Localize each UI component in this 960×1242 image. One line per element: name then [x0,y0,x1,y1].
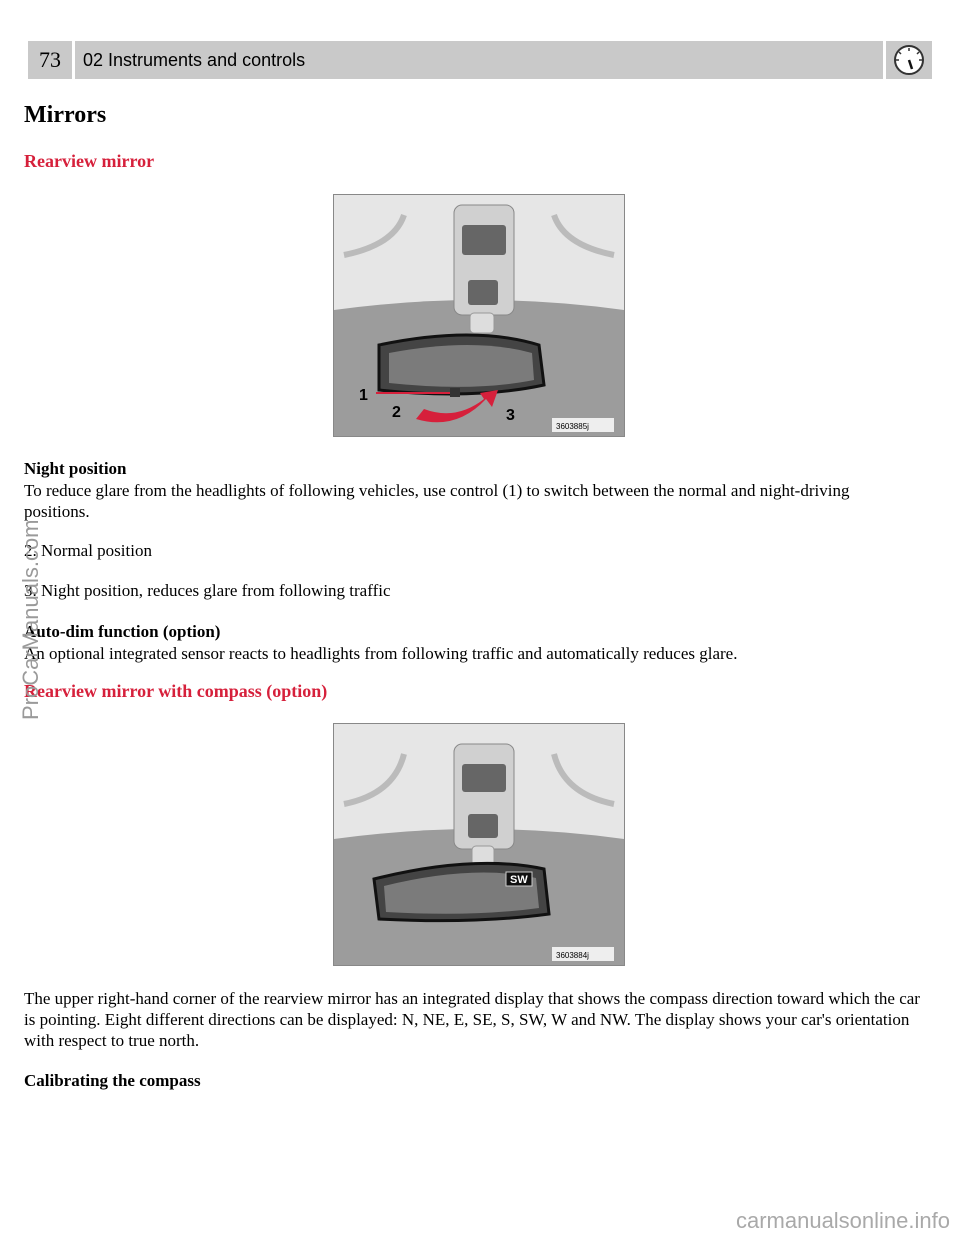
page-number: 73 [28,41,72,79]
figure-code: 3603885j [556,422,589,431]
subsection-compass-mirror: Rearview mirror with compass (option) [24,681,328,701]
page-header [28,41,932,79]
night-position-text: To reduce glare from the headlights of following vehicles, use control (1) to switch between the normal and night-driving positions. [24,481,850,521]
subsection-rearview-mirror: Rearview mirror [24,151,155,171]
footer-watermark: carmanualsonline.info [735,1208,950,1233]
page-title: Mirrors [24,102,107,128]
normal-position-item: 2. Normal position [24,541,152,560]
callout-2: 2 [392,404,401,421]
compass-text: The upper right-hand corner of the rearview mirror has an integrated display that shows the compass direction toward which the car is pointing. Eight different directions can be displayed: N, NE, E, SE, S, SW, W and NW. The display shows your car's orientation with respect to true north. [24,989,920,1050]
compass-display: SW [510,874,528,886]
side-watermark: ProCarManuals.com [18,519,43,720]
callout-1: 1 [359,387,368,404]
night-position-heading: Night position [24,459,127,478]
gauge-icon [886,41,932,79]
auto-dim-text: An optional integrated sensor reacts to headlights from following traffic and automatically reduces glare. [24,644,738,663]
auto-dim-heading: Auto-dim function (option) [24,622,221,641]
calibrating-heading: Calibrating the compass [24,1071,201,1090]
callout-3: 3 [506,407,515,424]
section-title: 02 Instruments and controls [75,41,883,79]
compass-mirror-figure [333,723,625,966]
figure-code: 3603884j [556,951,589,960]
rearview-mirror-figure [333,194,625,437]
night-position-item: 3. Night position, reduces glare from following traffic [24,581,391,600]
